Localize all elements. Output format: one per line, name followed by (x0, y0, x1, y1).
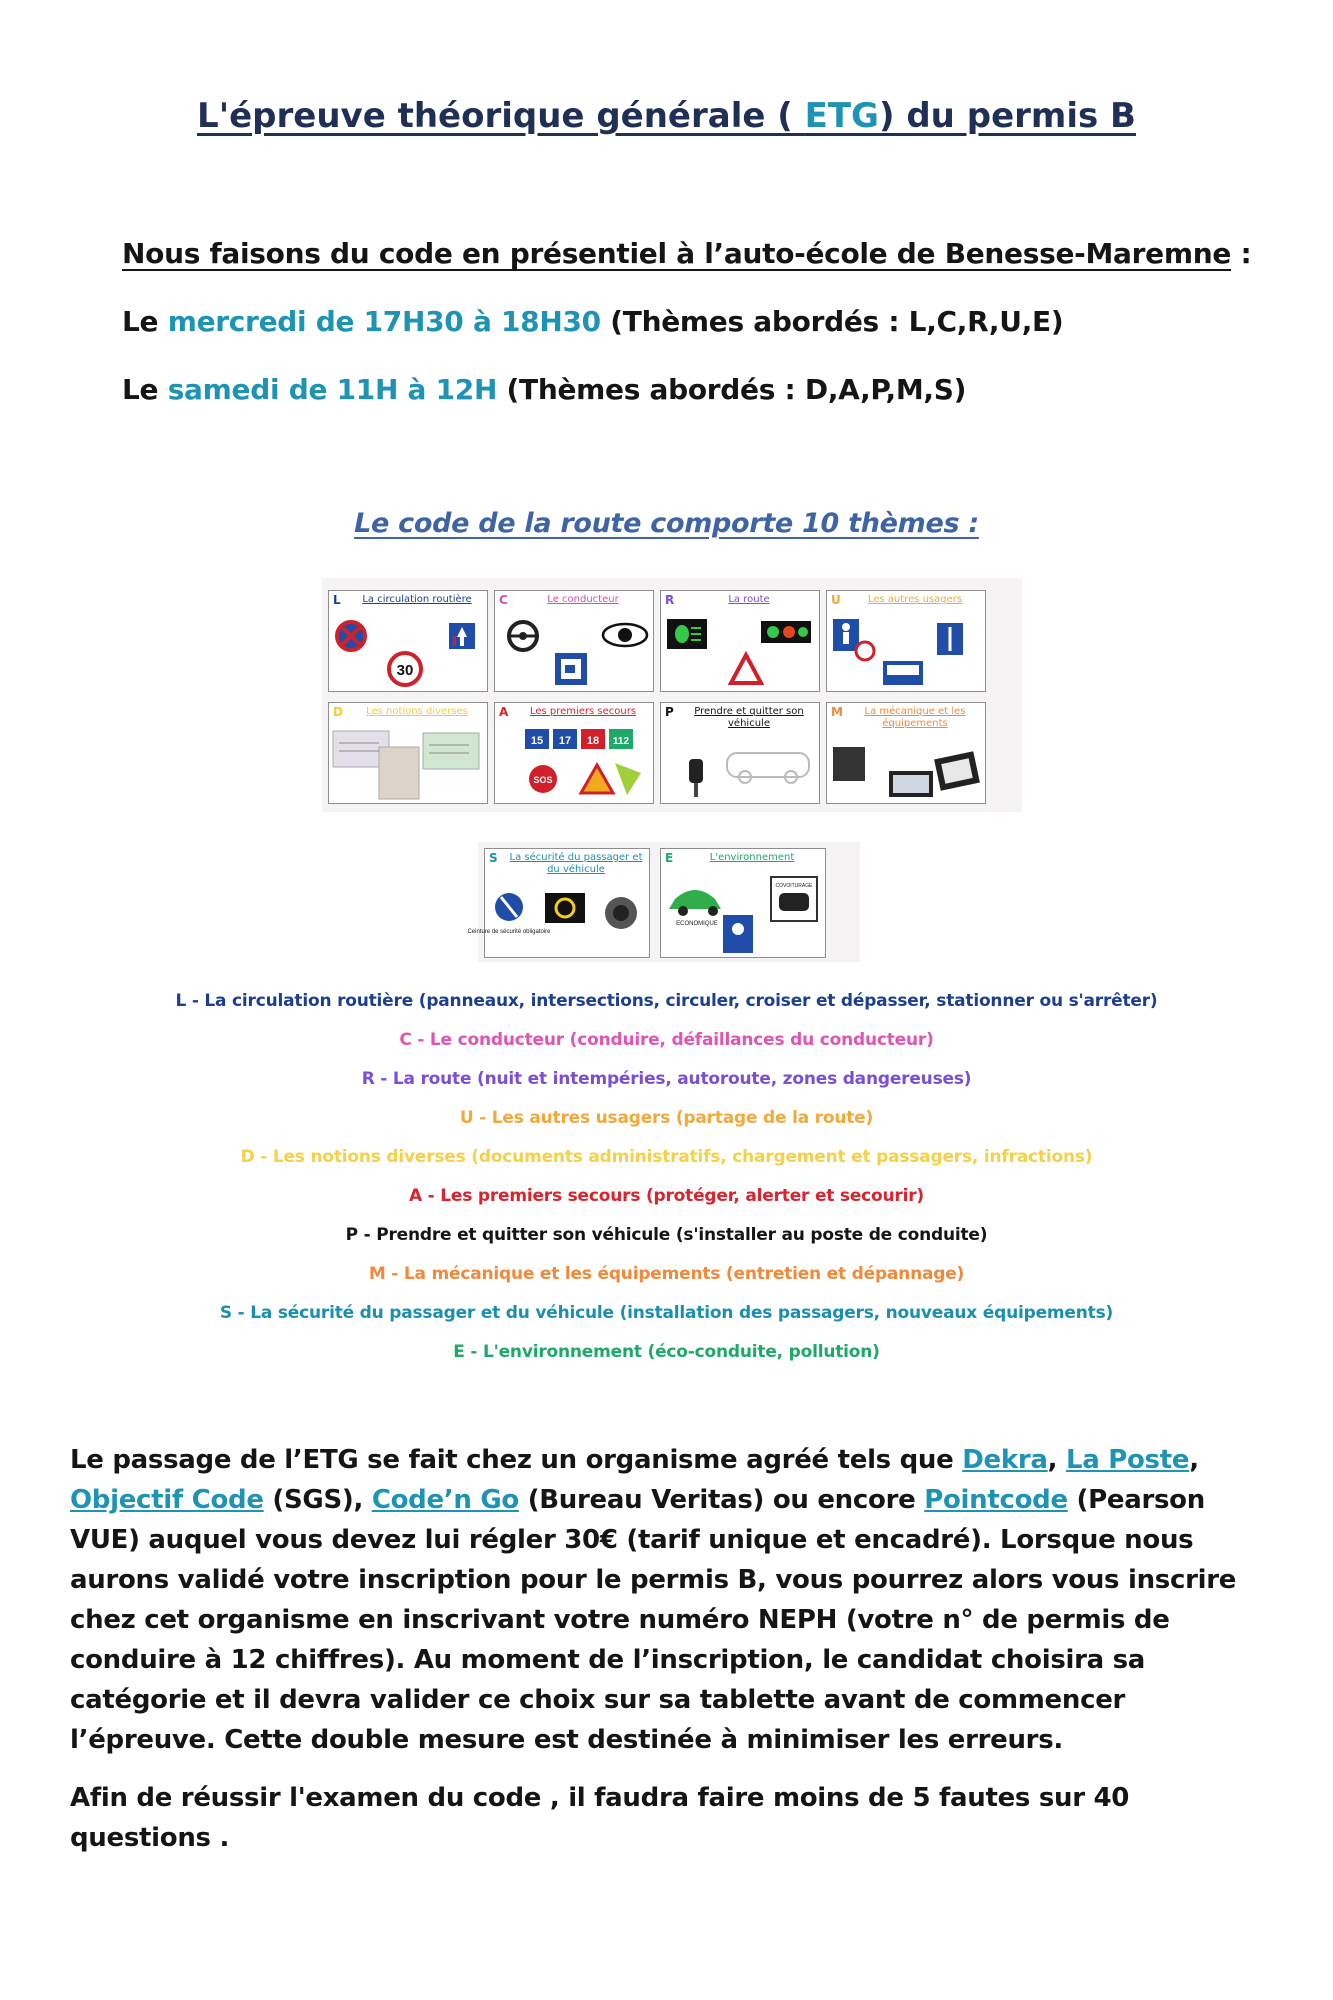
card-environnement (660, 848, 826, 958)
theme-item-m: M - La mécanique et les équipements (entretien et dépannage) (368, 1264, 965, 1284)
schedule-heading-colon: : (1231, 237, 1252, 270)
road-users-icon (827, 591, 987, 693)
theme-item-u: U - Les autres usagers (partage de la route) (459, 1108, 874, 1128)
first-aid-icon (495, 703, 655, 805)
paragraph-text: , (1047, 1445, 1066, 1475)
mechanics-icon (827, 703, 987, 805)
schedule-line1-themes: (Thèmes abordés : L,C,R,U,E) (600, 305, 1064, 338)
title-text (197, 96, 1136, 136)
seatbelt-icon (467, 849, 651, 959)
card-letter: S (489, 851, 498, 865)
theme-item-p: P - Prendre et quitter son véhicule (s'installer au poste de conduite) (345, 1225, 988, 1245)
card-title: Les notions diverses (366, 706, 468, 717)
svg-text:SOS: SOS (533, 775, 553, 785)
card-letter: A (499, 705, 509, 719)
card-circulation (328, 590, 488, 692)
card-title: La mécanique et les équipements (864, 706, 966, 729)
card-conducteur (494, 590, 654, 692)
link-dekra[interactable]: Dekra (962, 1445, 1048, 1475)
link-objectif-code[interactable]: Objectif Code (70, 1485, 264, 1515)
page-title (0, 96, 1333, 136)
card-usagers (826, 590, 986, 692)
theme-item-l: L - La circulation routière (panneaux, intersections, circuler, croiser et dépasser, stationner ou s'arrêter) (175, 991, 1158, 1011)
card-letter: M (831, 705, 843, 719)
card-title: La route (728, 594, 770, 605)
driver-icon (495, 591, 655, 693)
paragraph-text: (Bureau Veritas) ou encore (518, 1485, 925, 1515)
theme-item-r: R - La route (nuit et intempéries, autoroute, zones dangereuses) (361, 1069, 972, 1089)
schedule-line1-prefix: Le (122, 305, 168, 338)
svg-text:Ceinture de sécurité obligatoi: Ceinture de sécurité obligatoire (467, 929, 551, 935)
schedule-heading-text: Nous faisons du code en présentiel à l’auto-école de Benesse-Maremne (122, 237, 1232, 270)
card-letter: P (665, 705, 674, 719)
card-vehicule (660, 702, 820, 804)
link-code-n-go[interactable]: Code’n Go (371, 1485, 519, 1515)
paragraph-text: (SGS), (263, 1485, 372, 1515)
car-key-icon (661, 703, 821, 805)
svg-text:COVOITURAGE: COVOITURAGE (775, 883, 813, 889)
card-securite (467, 848, 650, 958)
card-letter: C (499, 593, 508, 607)
title-suffix: ) du permis B (878, 96, 1136, 136)
paragraph-text: (Pearson VUE) auquel vous devez lui régler 30€ (tarif unique et encadré). Lorsque nous aurons validé votre inscription pour le permis B, vous pourrez alors vous inscrire chez cet organisme en inscrivant votre numéro NEPH (votre n° de permis de conduire à 12 chiffres). Au moment de l’inscription, le candidat choisira sa catégorie et il devra valider ce choix sur sa tablette avant de commencer l’épreuve. Cette double mesure est destinée à minimiser les erreurs. (70, 1485, 1237, 1755)
paragraph-text: Le passage de l’ETG se fait chez un organisme agréé tels que (70, 1445, 963, 1475)
schedule-line-saturday (122, 373, 966, 406)
card-title: Prendre et quitter son véhicule (694, 706, 804, 729)
card-letter: U (831, 593, 841, 607)
link-la-poste[interactable]: La Poste (1065, 1445, 1190, 1475)
theme-item-a: A - Les premiers secours (protéger, alerter et secourir) (409, 1186, 924, 1206)
svg-text:112: 112 (612, 736, 630, 747)
card-route (660, 590, 820, 692)
themes-image-grid (322, 578, 1022, 812)
card-title: Les autres usagers (867, 594, 963, 605)
card-title: Les premiers secours (529, 706, 637, 717)
theme-item-c: C - Le conducteur (conduire, défaillances du conducteur) (399, 1030, 934, 1050)
card-letter: D (333, 705, 343, 719)
card-letter: E (665, 851, 674, 865)
theme-item-s: S - La sécurité du passager et du véhicule (installation des passagers, nouveaux équipements) (219, 1303, 1114, 1323)
exam-conclusion: Afin de réussir l'examen du code , il faudra faire moins de 5 fautes sur 40 questions . (70, 1783, 1130, 1853)
card-mecanique (826, 702, 986, 804)
card-letter: R (665, 593, 675, 607)
card-letter: L (333, 593, 341, 607)
title-prefix: L'épreuve théorique générale ( (197, 96, 805, 136)
link-pointcode[interactable]: Pointcode (924, 1485, 1068, 1515)
documents-icon (329, 703, 489, 805)
traffic-signs-icon (329, 591, 489, 693)
headlights-icon (661, 591, 821, 693)
svg-text:18: 18 (586, 735, 600, 747)
schedule-heading (122, 237, 1251, 270)
svg-text:30: 30 (396, 662, 414, 679)
title-accent: ETG (804, 96, 879, 136)
paragraph-text: , (1189, 1445, 1199, 1475)
themes-list (0, 990, 1333, 1380)
theme-item-d: D - Les notions diverses (documents administratifs, chargement et passagers, infractions) (240, 1147, 1093, 1167)
schedule-line-wednesday (122, 305, 1063, 338)
eco-icon (661, 849, 827, 959)
themes-image-grid-bottom (467, 842, 860, 962)
card-notions (328, 702, 488, 804)
svg-text:15: 15 (530, 735, 544, 747)
svg-text:ECONOMIQUE: ECONOMIQUE (676, 921, 718, 927)
card-title: Le conducteur (547, 594, 619, 605)
card-title: La sécurité du passager et du véhicule (509, 852, 643, 875)
schedule-line2-prefix: Le (122, 373, 168, 406)
schedule-line2-themes: (Thèmes abordés : D,A,P,M,S) (497, 373, 967, 406)
theme-item-e: E - L'environnement (éco-conduite, pollution) (453, 1342, 880, 1362)
card-title: L'environnement (709, 852, 795, 863)
svg-text:17: 17 (558, 735, 572, 747)
schedule-line1-time: mercredi de 17H30 à 18H30 (167, 305, 601, 338)
card-title: La circulation routière (362, 594, 472, 605)
etg-info-paragraph (70, 1440, 1270, 1760)
themes-subtitle: Le code de la route comporte 10 thèmes : (354, 508, 979, 539)
schedule-line2-time: samedi de 11H à 12H (167, 373, 498, 406)
card-secours (494, 702, 654, 804)
